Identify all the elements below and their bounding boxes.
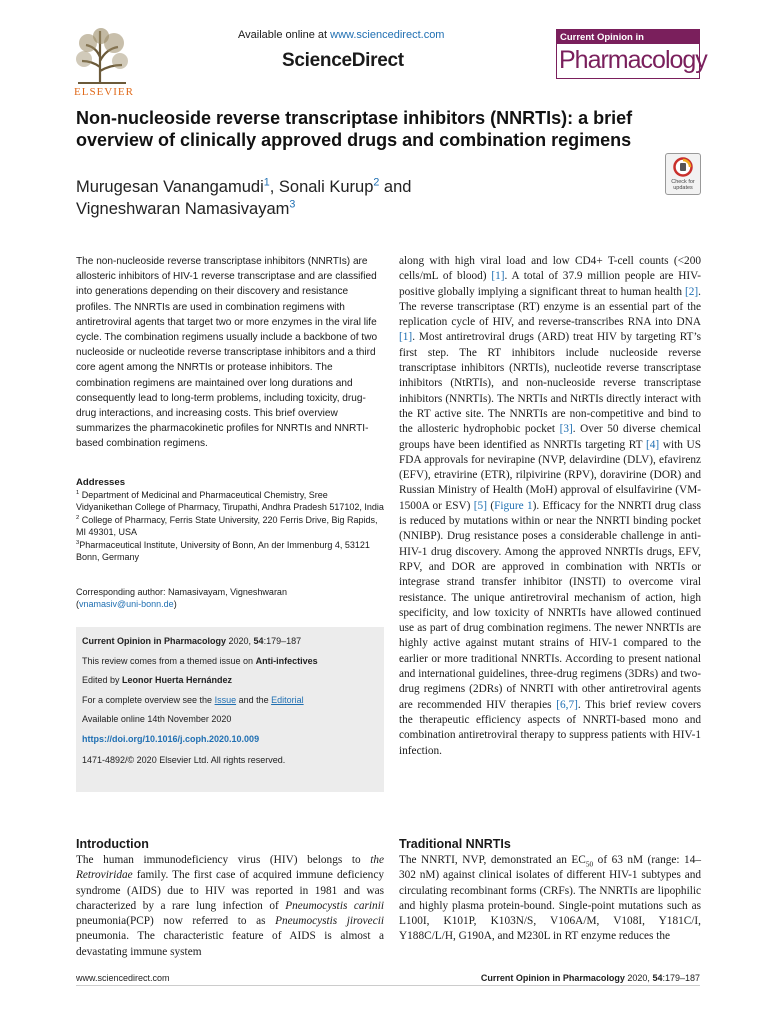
body-text-segment: . A total of 37.9 million people are HIV-positive globally implying a significant threat to human health <box>399 270 701 298</box>
info-theme-prefix: This review comes from a themed issue on <box>82 655 256 666</box>
sciencedirect-link[interactable]: www.sciencedirect.com <box>330 29 445 41</box>
doi-link[interactable]: https://doi.org/10.1016/j.coph.2020.10.009 <box>82 733 260 744</box>
citation-link[interactable]: [1] <box>491 270 505 283</box>
info-theme-name: Anti-infectives <box>255 655 318 666</box>
info-overview-prefix: For a complete overview see the <box>82 694 215 705</box>
info-journal-volume: 54 <box>253 636 264 646</box>
italic-term: Pneumocystis carinii <box>285 899 384 912</box>
italic-term: Pneumocystis jirovecii <box>275 915 384 928</box>
info-doi <box>82 733 378 754</box>
author-name: Murugesan Vanangamudi <box>76 178 264 196</box>
journal-logo <box>556 29 707 79</box>
info-theme <box>82 655 378 675</box>
citation-link[interactable]: [1] <box>399 331 413 344</box>
corresponding-author <box>76 586 384 611</box>
info-overview-and: and the <box>236 694 272 705</box>
citation-link[interactable]: [6,7] <box>556 698 578 711</box>
info-editor <box>82 674 378 694</box>
author-affiliation-link[interactable]: 1 <box>263 176 270 189</box>
italic-term: the Retroviridae <box>76 854 384 882</box>
issue-link-text[interactable]: Issue <box>214 694 237 705</box>
footer-divider <box>76 985 700 986</box>
address-item <box>76 489 384 514</box>
editorial-link-text[interactable]: Editorial <box>271 694 304 705</box>
body-text-segment: along with high viral load and low CD4+ T-cell counts (<200 cells/mL of blood) <box>399 255 701 283</box>
author-and: and <box>379 178 412 196</box>
citation-link[interactable]: [3] <box>559 423 573 436</box>
body-text-segment: with US FDA approvals for nevirapine (NVP, delavirdine (DLV), efavirenz (EFV), etravirine (ETR), rilpivirine (RPV), doravirine (DOR) and Russian Ministry of Health (MoH) approval of elsulfavirine (VM-1500A or ESV) <box>399 438 701 512</box>
body-text-segment: ( <box>486 499 495 512</box>
body-text-segment: The human immunodeficiency virus (HIV) belongs to <box>76 854 371 866</box>
citation-link[interactable]: [5] <box>473 499 487 512</box>
abstract: The non-nucleoside reverse transcriptase inhibitors (NNRTIs) are allosteric inhibitors of HIV-1 reverse transcriptase and are classified into generations depending on their discovery and resistance profiles. The NNRTIs are used in combination regimens with antiretroviral agents that target two or more enzymes in the viral life cycle. The combination regimens usually include a backbone of two nucleoside or nucleotide reverse transcriptase inhibitors and a third core agent among the NNRTIs or protease inhibitors. The combination regimens are maintained over long durations and consequently lead to long-term problems, including toxicity, drug-drug interactions, and increasing costs. This brief overview summarizes the pharmacokinetic profiles for NNRTIs and NNRTI-based combination regimens. <box>76 256 378 450</box>
available-online-line <box>238 29 444 41</box>
info-copyright: 1471-4892/© 2020 Elsevier Ltd. All rights reserved. <box>82 754 286 765</box>
address-text: Pharmaceutical Institute, University of Bonn, An der Immenburg 4, 53121 Bonn, Germany <box>76 539 370 563</box>
body-text-segment: pneumonia(PCP) now referred to as <box>76 915 276 928</box>
body-text-segment: . Over 50 diverse chemical groups have been identified as NNRTIs targeting RT <box>399 423 701 451</box>
journal-logo-top: Current Opinion in <box>557 30 699 44</box>
author-affiliation-link[interactable]: 3 <box>289 198 296 211</box>
author-name: Sonali Kurup <box>278 178 374 196</box>
body-text-segment: of 63 nM (range: 14–302 nM) against clinical isolates of different HIV-1 subtypes and circulating recombinant forms (CRFs). The NNRTIs are lipophilic and highly plasma protein-bound. Single-point mutations such as L100I, K101P, K103N/S, V106A/M, V108I, Y181C/I, Y188C/L/H, G190A, and M230L in RT enzyme reduces the <box>399 854 701 943</box>
address-number: 1 <box>76 490 80 496</box>
body-text-segment: pneumonia. The characteristic feature of AIDS is almost a devastating immune system <box>76 930 384 958</box>
available-prefix: Available online at <box>238 29 331 41</box>
check-updates-label: Check for updates <box>671 179 695 191</box>
info-edited-prefix: Edited by <box>82 675 123 685</box>
article-info-box <box>76 627 384 792</box>
footer-pages: :179–187 <box>662 973 700 983</box>
ec50-subscript: 50 <box>585 859 594 869</box>
body-text-segment: The NNRTI, NVP, demonstrated an EC <box>399 854 586 866</box>
check-for-updates-badge[interactable] <box>665 153 701 195</box>
journal-logo-bottom: Pharmacology <box>559 46 707 74</box>
info-journal-name: Current Opinion in Pharmacology <box>82 636 227 646</box>
info-journal-year: 2020, <box>226 636 254 646</box>
address-text: College of Pharmacy, Ferris State University, 220 Ferris Drive, Big Rapids, MI 49301, USA <box>76 514 378 538</box>
info-overview <box>82 694 378 714</box>
body-text-segment: . This brief review covers the therapeutic efficiency aspects of NNRTI-based mono and combination antiretroviral therapy to suppress patients with HIV-1 infection. <box>399 698 701 757</box>
corresponding-email-link[interactable]: vnamasiv@uni-bonn.de <box>79 599 174 610</box>
traditional-nnrtis-heading: Traditional NNRTIs <box>399 837 511 851</box>
editorial-link[interactable] <box>271 695 304 705</box>
introduction-text <box>76 853 384 960</box>
footer-year: 2020, <box>624 973 653 983</box>
issue-link[interactable] <box>215 695 237 705</box>
body-text-segment: . Most antiretroviral drugs (ARD) treat HIV by targeting RT’s first step. The RT inhibitors include nucleoside reverse transcriptase inhibitors (NRTIs), nucleotide reverse transcriptase inhibitors (NtRTIs), and non-nucleoside reverse transcriptase inhibitors (NNRTIs). The NRTIs and NtRTIs directly interact with the RT active site. The NNRTIs are non-competitive and bind to the allosteric hydrophobic pocket <box>399 331 701 436</box>
info-journal-citation <box>82 635 378 655</box>
footer-journal-name: Current Opinion in Pharmacology <box>480 973 625 983</box>
corresponding-author-label: Corresponding author: Namasivayam, Vigneshwaran <box>76 587 287 597</box>
author-separator: , <box>269 178 279 196</box>
address-item <box>76 514 384 539</box>
footer-journal-citation <box>481 973 700 983</box>
body-text-segment: ). Efficacy for the NNRTI drug class is reduced by mutations within or near the NNRTI binding pocket (NNIBP). Drug resistance poses a considerable challenge in anti-HIV-1 drug discovery. Among the approved NNRTIs drugs, EFV, RPV, and DOR are approved in combination with NRTIs or integrase strand transfer inhibitor (INSTI) to overcome viral resistance. The unique antiretroviral mechanism of action, high specificity, and low toxicity of NNRTIs have allowed continued use as part of drug combination regimens. The newer NNRTIs are highly active against mutant strains of HIV-1 compared to the earlier or more traditional NNRTIs. According to present national and international guidelines, three-drug regimens (3DRs) and two-drug regimens (2DRs) of NNRTI with other antiretroviral agents are recommended HIV therapies <box>399 499 702 711</box>
sciencedirect-brand: ScienceDirect <box>282 50 404 71</box>
addresses-list <box>76 489 384 563</box>
addresses-heading: Addresses <box>76 477 126 488</box>
author-affiliation-link[interactable]: 2 <box>373 176 380 189</box>
elsevier-wordmark: ELSEVIER <box>74 86 134 98</box>
body-text-segment: . The reverse transcriptase (RT) enzyme is an essential part of the replication cycle of HIV, and reverse-transcribes RNA into DNA <box>399 285 701 329</box>
check-updates-icon <box>673 157 693 177</box>
traditional-nnrtis-text <box>399 853 701 945</box>
citation-link[interactable]: [2] <box>684 285 699 298</box>
introduction-heading: Introduction <box>76 837 149 851</box>
address-number: 3 <box>76 539 80 546</box>
body-text-segment: family. The first case of acquired immune deficiency syndrome (AIDS) due to HIV was reported in 1981 and was characterized by a rare lung infection of <box>76 869 384 912</box>
info-editor-name: Leonor Huerta Hernández <box>122 675 233 685</box>
footer-volume: 54 <box>652 973 663 983</box>
address-item <box>76 539 384 564</box>
body-right-column <box>399 254 701 759</box>
info-available-online: Available online 14th November 2020 <box>82 714 232 724</box>
figure-link[interactable]: Figure 1 <box>494 499 533 512</box>
author-name: Vigneshwaran Namasivayam <box>76 200 290 218</box>
address-text: Department of Medicinal and Pharmaceutical Chemistry, Sree Vidyanikethan College of Pharmacy, Tirupathi, Andhra Pradesh 517102, India <box>76 490 384 513</box>
citation-link[interactable]: [4] <box>645 438 660 451</box>
footer-url[interactable]: www.sciencedirect.com <box>76 973 170 983</box>
address-number: 2 <box>76 514 80 521</box>
author-list <box>76 176 546 220</box>
info-journal-pages: :179–187 <box>263 636 302 646</box>
article-title: Non-nucleoside reverse transcriptase inhibitors (NNRTIs): a brief overview of clinically approved drugs and combination regimens <box>76 108 633 150</box>
corresponding-email-line: (vnamasiv@uni-bonn.de) <box>76 599 177 610</box>
